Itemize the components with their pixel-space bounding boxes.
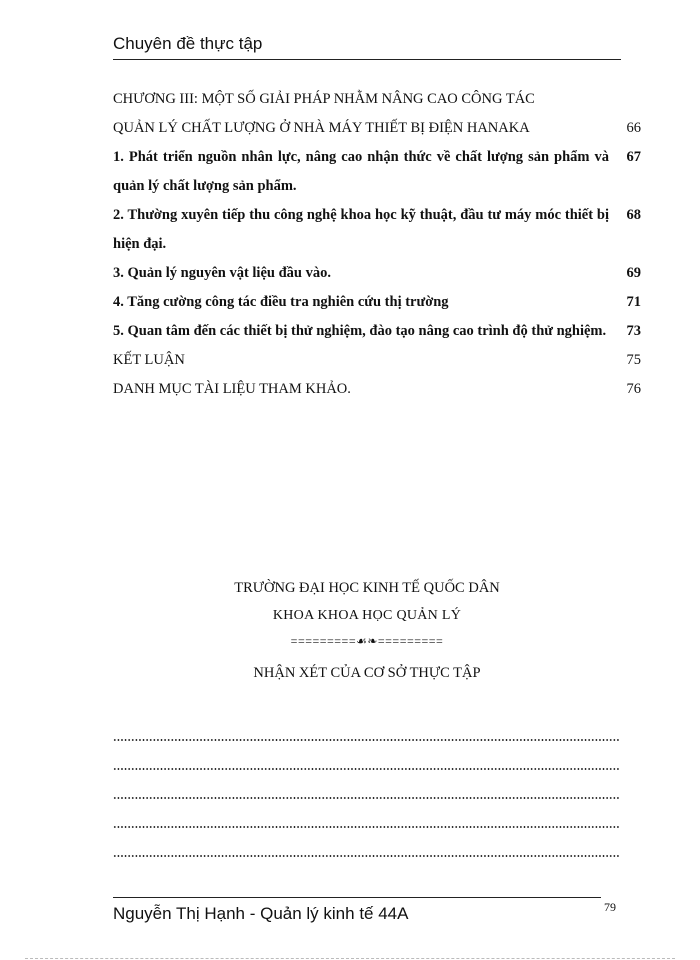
- dotted-answer-line: [113, 730, 619, 742]
- toc-entry-text: 5. Quan tâm đến các thiết bị thử nghiệm, đào tạo nâng cao trình độ thử nghiệm.: [113, 323, 607, 339]
- evaluation-title: NHẬN XÉT CỦA CƠ SỞ THỰC TẬP: [253, 665, 481, 681]
- faculty-name: KHOA KHOA HỌC QUẢN LÝ: [272, 608, 462, 623]
- page-number: 79: [604, 900, 616, 914]
- toc-entry-text: 4. Tăng cường công tác điều tra nghiên cứu thị trường: [113, 294, 449, 310]
- toc-entry-text: QUẢN LÝ CHẤT LƯỢNG Ở NHÀ MÁY THIẾT BỊ ĐIỆN HANAKA: [113, 120, 530, 136]
- toc-entry-page: 67: [626, 149, 641, 165]
- dotted-answer-line: [113, 846, 619, 858]
- toc-entry: [113, 375, 641, 404]
- toc-entry-page: 73: [626, 323, 641, 339]
- toc-entry: [113, 85, 641, 114]
- toc-entry-text: 3. Quản lý nguyên vật liệu đầu vào.: [113, 265, 331, 281]
- toc-entry-text: 1. Phát triển nguồn nhân lực, nâng cao nhận thức về chất lượng sản phẩm và quản lý chất lượng sản phẩm.: [113, 149, 609, 194]
- toc-entry-text: 2. Thường xuyên tiếp thu công nghệ khoa học kỹ thuật, đầu tư máy móc thiết bị hiện đại.: [113, 207, 609, 252]
- table-of-contents: [113, 85, 641, 404]
- toc-entry: [113, 346, 641, 375]
- toc-entry-text: DANH MỤC TÀI LIỆU THAM KHẢO.: [113, 381, 351, 397]
- toc-entry-page: 75: [626, 352, 641, 368]
- toc-entry: [113, 114, 641, 143]
- school-name: TRƯỜNG ĐẠI HỌC KINH TẾ QUỐC DÂN: [234, 580, 500, 596]
- page-edge-divider: [25, 958, 675, 959]
- dotted-answer-line: [113, 817, 619, 829]
- toc-entry-page: 66: [626, 120, 641, 136]
- toc-entry: [113, 259, 641, 288]
- page-header: [113, 33, 621, 60]
- dotted-answer-line: [113, 788, 619, 800]
- toc-entry: [113, 288, 641, 317]
- toc-entry: [113, 201, 641, 259]
- toc-entry-text: CHƯƠNG III: MỘT SỐ GIẢI PHÁP NHẰM NÂNG CAO CÔNG TÁC: [113, 91, 535, 107]
- toc-entry-page: 71: [626, 294, 641, 310]
- toc-entry-text: KẾT LUẬN: [113, 352, 185, 368]
- header-title: Chuyên đề thực tập: [113, 34, 263, 53]
- ornament-divider: =========☙❧=========: [290, 634, 444, 648]
- toc-entry-page: 68: [626, 207, 641, 223]
- footer-rule: [113, 897, 601, 898]
- toc-entry: [113, 317, 641, 346]
- footer-author: Nguyễn Thị Hạnh - Quản lý kinh tế 44A: [113, 904, 409, 923]
- toc-entry: [113, 143, 641, 201]
- toc-entry-page: 76: [626, 381, 641, 397]
- dotted-answer-line: [113, 759, 619, 771]
- toc-entry-page: 69: [626, 265, 641, 281]
